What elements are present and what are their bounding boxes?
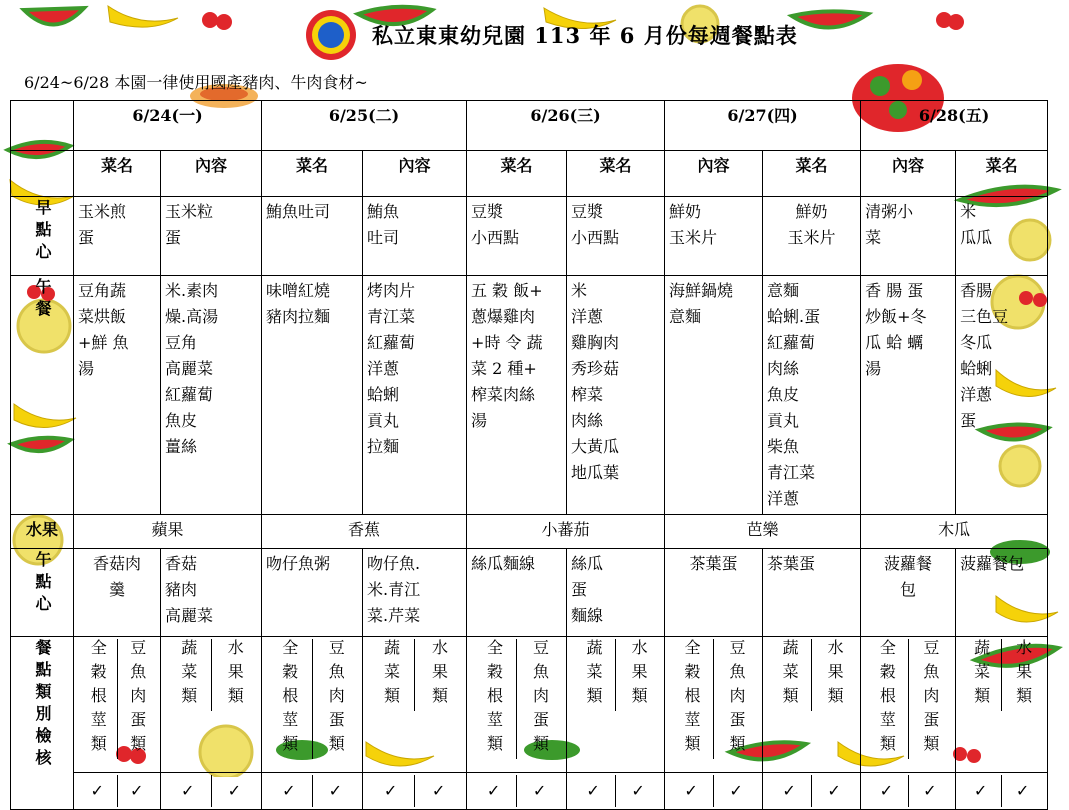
check-mark: ✓	[282, 781, 296, 800]
breakfast-row	[11, 197, 1048, 276]
weekly-menu-table	[10, 100, 1048, 810]
category-label: 豆魚肉蛋類	[117, 639, 157, 759]
category-cell	[262, 637, 363, 773]
category-cell	[363, 637, 467, 773]
column-header: 菜名	[74, 151, 161, 197]
check-cell	[861, 773, 956, 810]
check-mark: ✓	[211, 775, 258, 807]
menu-cell: 鮮奶 玉米片	[763, 197, 861, 276]
check-cell	[74, 773, 161, 810]
column-header: 內容	[161, 151, 262, 197]
row-label-breakfast: 早點心	[11, 197, 74, 276]
menu-cell: 吻仔魚. 米.青江 菜.芹菜	[363, 549, 467, 637]
category-row	[11, 637, 1048, 773]
column-header: 內容	[363, 151, 467, 197]
category-label: 豆魚肉蛋類	[908, 639, 952, 759]
menu-cell: 菠蘿餐 包	[861, 549, 956, 637]
category-label: 豆魚肉蛋類	[312, 639, 359, 759]
check-mark: ✓	[486, 781, 501, 800]
date-header: 6/26(三)	[467, 101, 665, 151]
category-label: 全穀根莖類	[682, 639, 702, 759]
corner-cell	[11, 101, 74, 151]
menu-cell: 鮪魚吐司	[262, 197, 363, 276]
category-cell	[956, 637, 1048, 773]
check-mark: ✓	[713, 775, 758, 807]
check-mark: ✓	[516, 775, 562, 807]
column-header: 菜名	[956, 151, 1048, 197]
menu-cell: 茶葉蛋	[665, 549, 763, 637]
check-mark: ✓	[90, 781, 104, 800]
check-mark: ✓	[117, 775, 157, 807]
menu-cell: 豆漿 小西點	[567, 197, 665, 276]
watermelon-icon	[792, 11, 868, 27]
fruit-cell: 香蕉	[262, 515, 467, 549]
lunch-row	[11, 276, 1048, 515]
category-label: 水果類	[615, 639, 660, 711]
check-cell	[262, 773, 363, 810]
column-header: 內容	[665, 151, 763, 197]
check-mark: ✓	[684, 781, 698, 800]
check-cell	[161, 773, 262, 810]
menu-cell: 米 洋蔥 雞胸肉 秀珍菇 榨菜 肉絲 大黃瓜 地瓜葉	[567, 276, 665, 515]
check-mark: ✓	[1001, 775, 1043, 807]
row-label-fruit: 水果	[11, 515, 74, 549]
fruit-cell: 蘋果	[74, 515, 262, 549]
fruit-row	[11, 515, 1048, 549]
check-cell	[567, 773, 665, 810]
menu-cell: 豆漿 小西點	[467, 197, 567, 276]
check-cell	[467, 773, 567, 810]
check-cell	[665, 773, 763, 810]
column-header: 菜名	[567, 151, 665, 197]
category-label: 水果類	[811, 639, 856, 711]
row-label-lunch: 午餐	[11, 276, 74, 515]
check-mark: ✓	[586, 781, 600, 800]
checkmark-row	[11, 773, 1048, 810]
check-cell	[956, 773, 1048, 810]
date-header: 6/25(二)	[262, 101, 467, 151]
category-cell	[861, 637, 956, 773]
menu-cell: 菠蘿餐包	[956, 549, 1048, 637]
menu-cell: 烤肉片 青江菜 紅蘿蔔 洋蔥 蛤蜊 貢丸 拉麵	[363, 276, 467, 515]
category-cell	[665, 637, 763, 773]
date-header: 6/27(四)	[665, 101, 861, 151]
fruit-cell: 芭樂	[665, 515, 861, 549]
menu-cell: 香 腸 蛋 炒飯+冬 瓜 蛤 蠣 湯	[861, 276, 956, 515]
category-label: 蔬菜類	[584, 639, 604, 711]
school-logo-icon	[300, 8, 362, 62]
menu-cell: 五 穀 飯+ 蔥爆雞肉 +時 令 蔬 菜 2 種+ 榨菜肉絲 湯	[467, 276, 567, 515]
column-header: 內容	[861, 151, 956, 197]
column-header: 菜名	[262, 151, 363, 197]
category-label: 水果類	[211, 639, 258, 711]
category-label: 全穀根莖類	[279, 639, 299, 759]
category-cell	[74, 637, 161, 773]
check-mark: ✓	[181, 781, 195, 800]
check-mark: ✓	[782, 781, 796, 800]
category-cell	[567, 637, 665, 773]
check-mark: ✓	[312, 775, 359, 807]
category-cell	[161, 637, 262, 773]
menu-cell: 豆角蔬 菜烘飯 +鮮 魚 湯	[74, 276, 161, 515]
category-label: 全穀根莖類	[484, 639, 504, 759]
afternoon-snack-row	[11, 549, 1048, 637]
menu-cell: 鮪魚 吐司	[363, 197, 467, 276]
menu-cell: 絲瓜麵線	[467, 549, 567, 637]
menu-cell: 吻仔魚粥	[262, 549, 363, 637]
menu-cell: 玉米煎 蛋	[74, 197, 161, 276]
menu-cell: 清粥小 菜	[861, 197, 956, 276]
meat-origin-notice: 6/24~6/28 本園一律使用國產豬肉、牛肉食材~	[24, 73, 368, 92]
date-header: 6/28(五)	[861, 101, 1048, 151]
category-label: 蔬菜類	[178, 639, 198, 711]
category-label: 蔬菜類	[971, 639, 991, 711]
check-mark: ✓	[615, 775, 660, 807]
category-cell	[467, 637, 567, 773]
check-mark: ✓	[908, 775, 952, 807]
menu-cell: 鮮奶 玉米片	[665, 197, 763, 276]
watermelon-icon	[24, 8, 84, 25]
category-label: 豆魚肉蛋類	[713, 639, 758, 759]
banana-icon	[108, 6, 178, 27]
check-mark: ✓	[973, 781, 988, 800]
menu-cell: 味噌紅燒 豬肉拉麵	[262, 276, 363, 515]
category-label: 全穀根莖類	[877, 639, 897, 759]
category-cell	[763, 637, 861, 773]
menu-cell: 茶葉蛋	[763, 549, 861, 637]
check-cell	[763, 773, 861, 810]
corner-cell	[11, 151, 74, 197]
menu-cell: 絲瓜 蛋 麵線	[567, 549, 665, 637]
category-label: 水果類	[1001, 639, 1043, 711]
menu-cell: 米 瓜瓜	[956, 197, 1048, 276]
cherry-icon	[936, 12, 964, 30]
row-label-categories: 餐點類別檢核	[11, 637, 74, 810]
check-cell	[363, 773, 467, 810]
check-mark: ✓	[383, 781, 398, 800]
menu-cell: 香菇 豬肉 高麗菜	[161, 549, 262, 637]
category-label: 水果類	[414, 639, 462, 711]
category-label: 蔬菜類	[381, 639, 401, 711]
menu-cell: 米.素肉 燥.高湯 豆角 高麗菜 紅蘿蔔 魚皮 薑絲	[161, 276, 262, 515]
category-label: 豆魚肉蛋類	[516, 639, 562, 759]
column-header: 菜名	[763, 151, 861, 197]
page-title: 私立東東幼兒園 113 年 6 月份每週餐點表	[372, 23, 798, 48]
fruit-cell: 木瓜	[861, 515, 1048, 549]
row-label-afternoon: 午點心	[11, 549, 74, 637]
check-mark: ✓	[414, 775, 462, 807]
cherry-icon	[202, 12, 232, 30]
category-label: 蔬菜類	[780, 639, 800, 711]
header	[300, 8, 798, 62]
date-header: 6/24(一)	[74, 101, 262, 151]
menu-cell: 香菇肉 羹	[74, 549, 161, 637]
fruit-cell: 小蕃茄	[467, 515, 665, 549]
menu-cell: 香腸 三色豆 冬瓜 蛤蜊 洋蔥 蛋	[956, 276, 1048, 515]
date-row	[11, 101, 1048, 151]
category-label: 全穀根莖類	[88, 639, 108, 759]
menu-cell: 意麵 蛤蜊.蛋 紅蘿蔔 肉絲 魚皮 貢丸 柴魚 青江菜 洋蔥	[763, 276, 861, 515]
menu-cell: 玉米粒 蛋	[161, 197, 262, 276]
menu-cell: 海鮮鍋燒 意麵	[665, 276, 763, 515]
column-header: 菜名	[467, 151, 567, 197]
check-mark: ✓	[811, 775, 856, 807]
column-header-row	[11, 151, 1048, 197]
check-mark: ✓	[879, 781, 894, 800]
